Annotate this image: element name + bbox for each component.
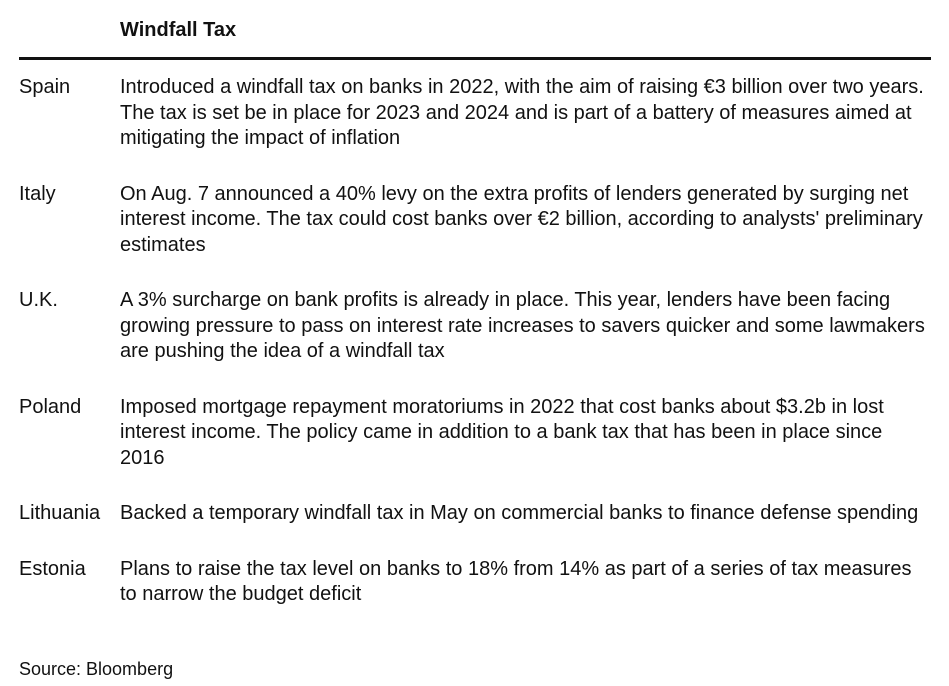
table-row-estonia (19, 557, 931, 608)
source-note: Source: Bloomberg (19, 659, 174, 679)
table-row-spain (19, 75, 931, 152)
country-cell: Spain (19, 76, 71, 98)
country-cell: Lithuania (19, 502, 101, 524)
country-cell: Estonia (19, 557, 86, 580)
windfall-tax-table (19, 14, 931, 608)
description-cell: Imposed mortgage repayment moratoriums in 2022 that cost banks about $3.2b in lost interest income. The policy came in addition to a bank tax that has been in place since 2016 (120, 395, 884, 469)
description-cell: Introduced a windfall tax on banks in 2022, with the aim of raising €3 billion over two years. The tax is set be in place for 2023 and 2024 and is part of a battery of measures aimed at mitigating the impact of inflation (120, 76, 924, 149)
table-body (19, 60, 931, 608)
table-header-title: Windfall Tax (120, 19, 237, 41)
table-row-lithuania (19, 501, 931, 527)
table-row-poland (19, 395, 931, 472)
description-cell: A 3% surcharge on bank profits is already in place. This year, lenders have been facing growing pressure to pass on interest rate increases to savers quicker and some lawmakers are pushing the idea of a windfall tax (120, 289, 925, 362)
table-row-uk (19, 288, 931, 365)
description-cell: Backed a temporary windfall tax in May on commercial banks to finance defense spending (120, 502, 919, 524)
description-cell: Plans to raise the tax level on banks to 18% from 14% as part of a series of tax measures to narrow the budget deficit (120, 557, 912, 605)
description-cell: On Aug. 7 announced a 40% levy on the extra profits of lenders generated by surging net interest income. The tax could cost banks over €2 billion, according to analysts' preliminary estimates (120, 182, 923, 256)
country-cell: U.K. (19, 289, 58, 311)
country-cell: Poland (19, 395, 82, 418)
country-cell: Italy (19, 182, 56, 205)
table-header (19, 14, 931, 60)
table-row-italy (19, 182, 931, 259)
